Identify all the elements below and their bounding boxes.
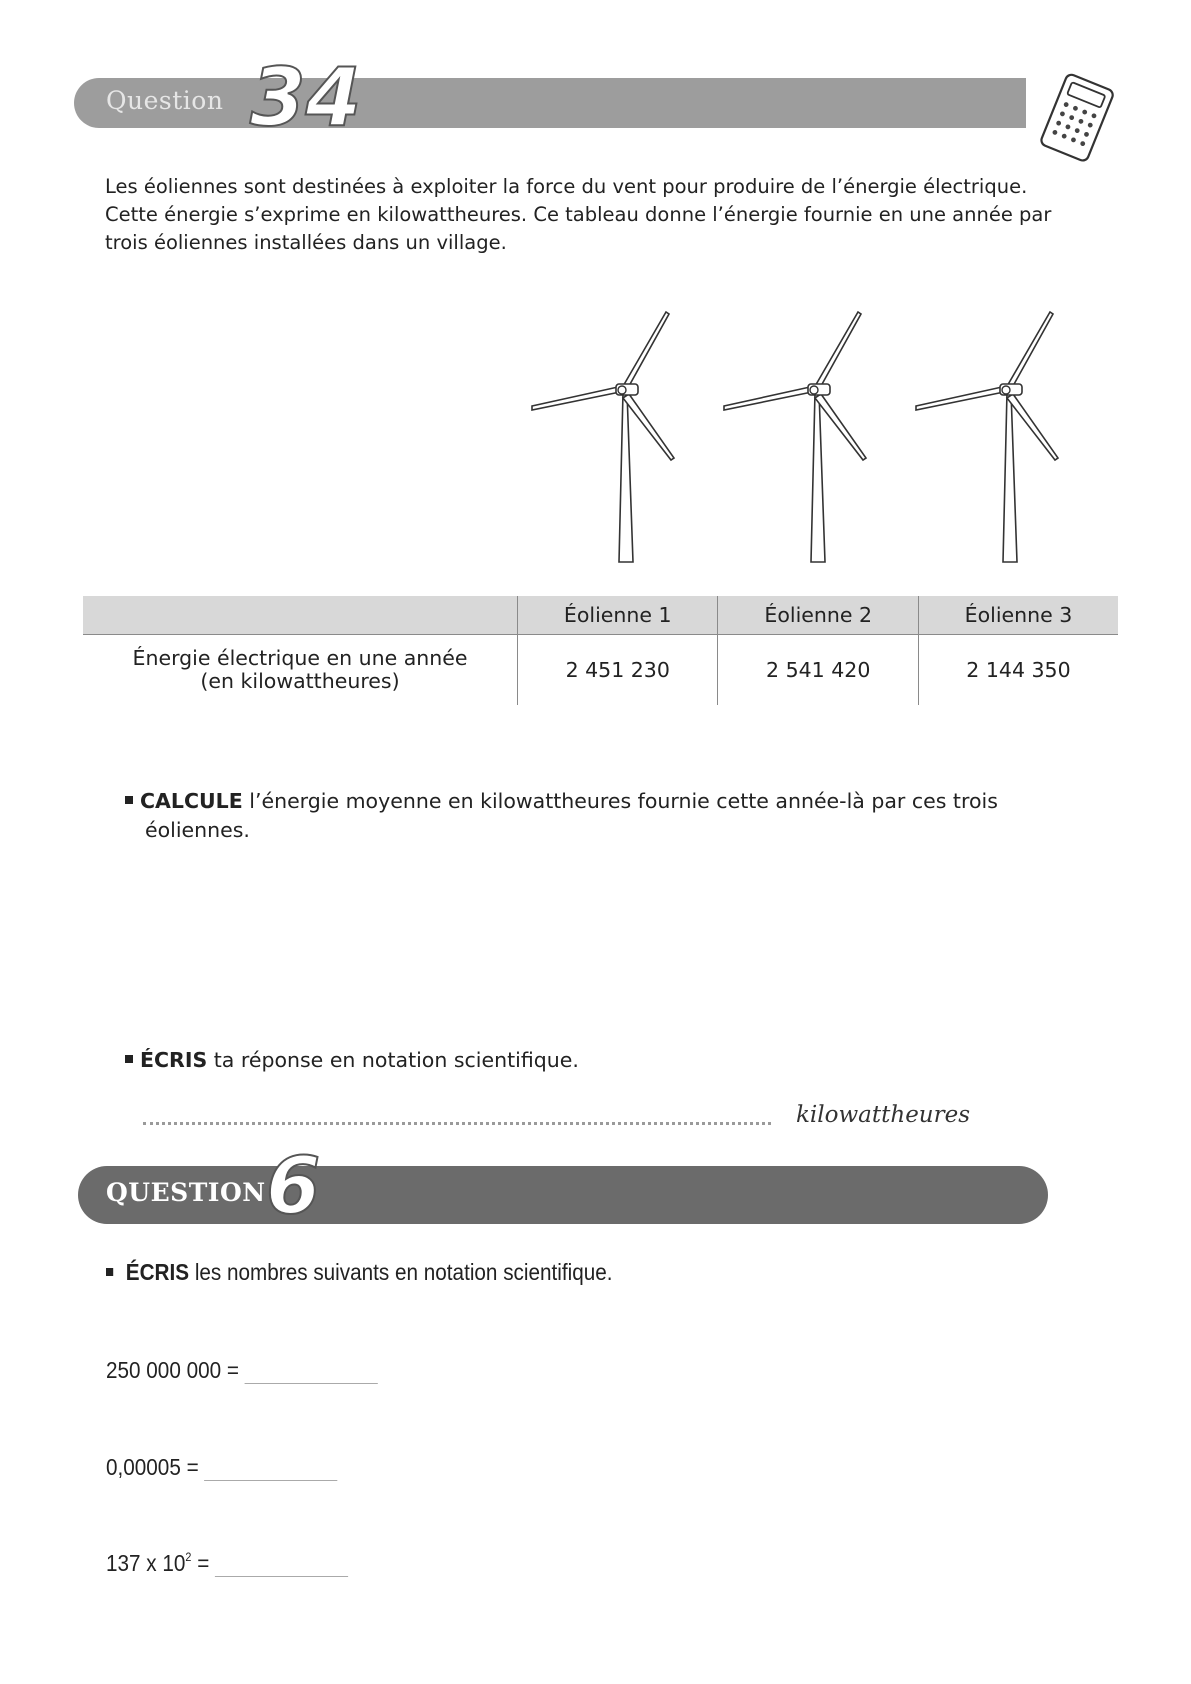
table-row <box>83 635 1118 706</box>
calculate-instruction <box>125 787 1085 845</box>
question-6-label: QUESTION <box>106 1178 266 1207</box>
table-header-blank <box>83 596 518 635</box>
row-label-line2: (en kilowattheures) <box>200 669 400 693</box>
table-row-label <box>83 635 518 706</box>
answer-unit-label: kilowattheures <box>796 1102 971 1128</box>
instruction-verb: ÉCRIS <box>140 1048 208 1072</box>
answer-blank[interactable] <box>204 1479 337 1481</box>
instruction-text-continuation: éoliennes. <box>145 818 250 842</box>
instruction-text: les nombres suivants en notation scientifique. <box>189 1259 613 1285</box>
bullet-square-icon <box>106 1268 113 1276</box>
exercise-3 <box>106 1550 348 1577</box>
calculator-icon <box>1036 72 1120 164</box>
wind-turbine-2 <box>724 312 866 562</box>
bullet-square-icon <box>125 1055 133 1063</box>
answer-blank[interactable] <box>215 1575 348 1577</box>
question-6-number: 6 <box>266 1142 321 1232</box>
exercise-exponent: 2 <box>185 1550 192 1564</box>
exercise-expression: 0,00005 = <box>106 1454 199 1480</box>
instruction-text: l’énergie moyenne en kilowattheures fournie cette année-là par ces trois <box>242 789 998 813</box>
instruction-verb: CALCULE <box>140 789 243 813</box>
table-header-cell: Éolienne 3 <box>918 596 1118 635</box>
energy-table <box>83 596 1118 705</box>
exercise-suffix: = <box>191 1550 210 1576</box>
row-label-line1: Énergie électrique en une année <box>132 646 468 670</box>
instruction-text: ta réponse en notation scientifique. <box>207 1048 579 1072</box>
question-6-instruction <box>106 1258 613 1287</box>
wind-turbine-1 <box>532 312 674 562</box>
intro-paragraph: Les éoliennes sont destinées à exploiter la force du vent pour produire de l’énergie électrique. Cette énergie s’exprime en kilowattheures. Ce tableau donne l’énergie fournie en une année par trois éoliennes installées dans un village. <box>105 175 1052 254</box>
write-instruction <box>125 1046 1085 1075</box>
bullet-square-icon <box>125 796 133 804</box>
table-cell: 2 451 230 <box>518 635 718 706</box>
table-header-cell: Éolienne 2 <box>718 596 918 635</box>
exercise-2 <box>106 1454 337 1481</box>
exercise-expression: 250 000 000 = <box>106 1357 239 1383</box>
exercise-base: 137 x 10 <box>106 1550 186 1576</box>
question-34-number: 34 <box>250 51 362 144</box>
wind-turbine-3 <box>916 312 1058 562</box>
table-cell: 2 144 350 <box>918 635 1118 706</box>
exercise-1 <box>106 1357 378 1384</box>
answer-dotted-line[interactable] <box>143 1122 771 1125</box>
table-header-row <box>83 596 1118 635</box>
wind-turbines-illustration <box>520 300 1120 570</box>
table-cell: 2 541 420 <box>718 635 918 706</box>
table-header-cell: Éolienne 1 <box>518 596 718 635</box>
answer-blank[interactable] <box>244 1382 377 1384</box>
instruction-verb: ÉCRIS <box>125 1259 190 1285</box>
question-34-label: Question <box>106 86 224 115</box>
